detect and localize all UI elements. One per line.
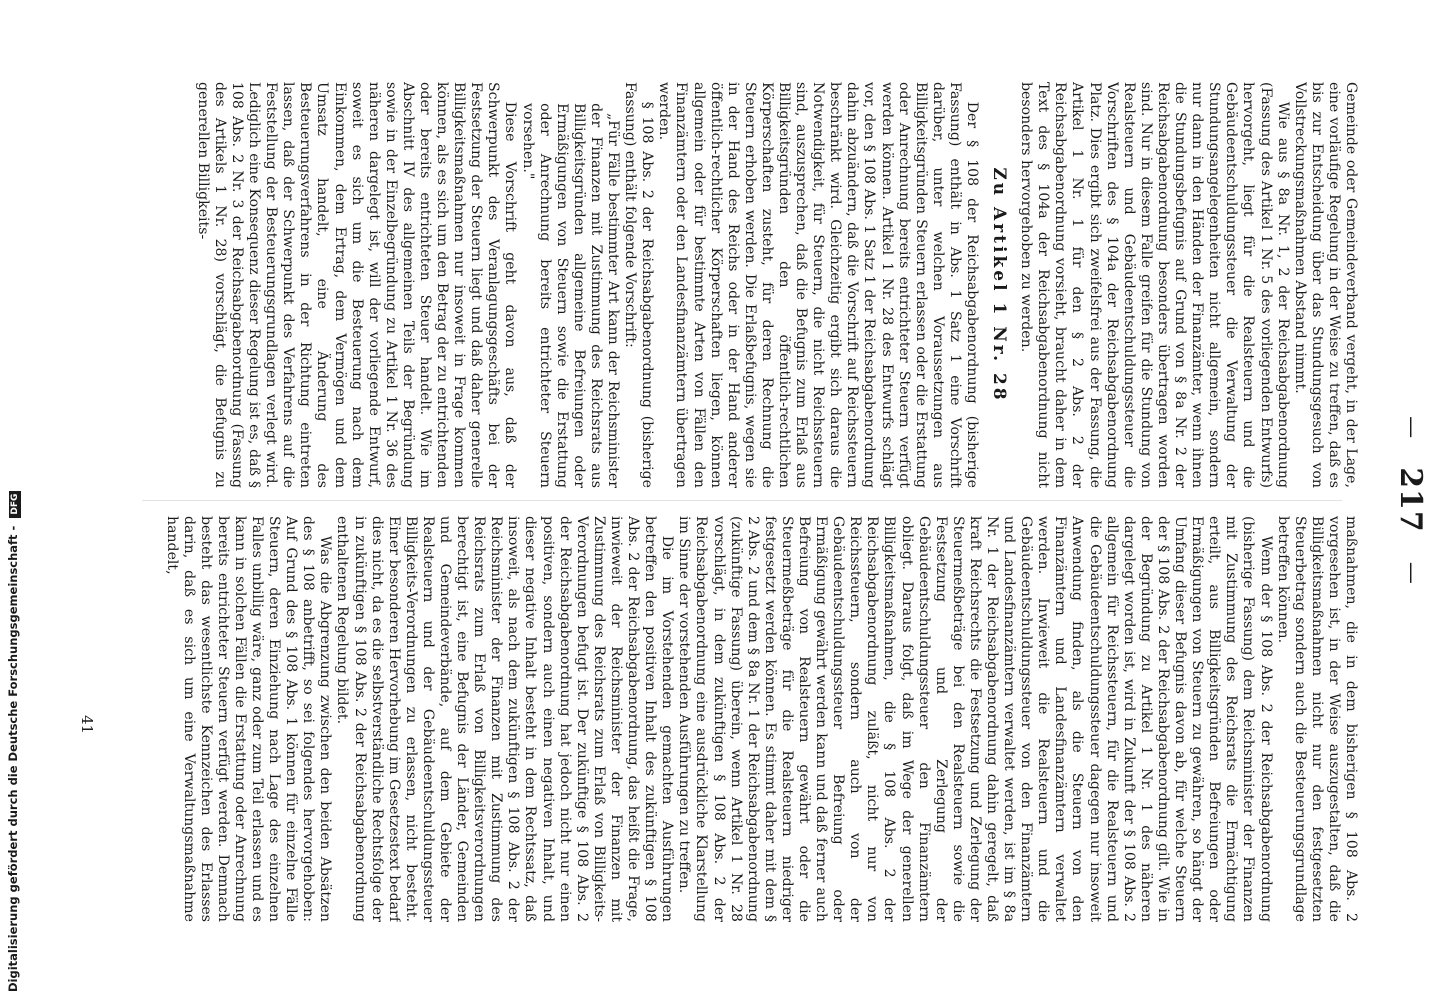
page-number: 217 bbox=[1393, 467, 1428, 533]
paragraph: Die im Vorstehenden gemachten Ausführungen betreffen den positiven Inhalt des zukünftigen § 108 Abs. 2 der Reichsabgabenordnung, das heißt die Frage, inwieweit der Reichsminister der Finanzen mit Zustimmung des Reichsrats zum Erlaß von Billigkeits-Verordnungen befugt ist. Der zukünftige § 108 Abs. 2 der Reichsabgabenordnung hat jedoch nicht nur einen positiven, sondern auch einen negativen Inhalt, und dieser negative Inhalt besteht in dem Rechtssatz, daß insoweit, als nach dem zukünftigen § 108 Abs. 2 der Reichsminister der Finanzen mit Zustimmung des Reichsrats zum Erlaß von Billigkeitsverordnungen berechtigt ist, eine Befugnis der Länder, Gemeinden und Gemeindeverbände, auf dem Gebiete der Realsteuern und der Gebäudeentschuldungssteuer Billigkeits-Verordnungen zu erlassen, nicht besteht. Einer besonderen Hervorhebung im Gesetzestext bedarf dies nicht, da es die selbstverständliche Rechtsfolge der in zukünftigen § 108 Abs. 2 der Reichsabgabenordnung enthaltenen Regelung bildet. bbox=[334, 516, 676, 922]
paragraph: Gemeinde oder Gemeindeverband vergeht, in der Lage, eine vorläufige Regelung in der Weise zu treffen, daß es bis zur Entscheidung über das Stundungsgesuch von Vollstreckungsmaßnahmen Abstand nimmt. bbox=[1291, 82, 1359, 488]
sheet-signature: 41 bbox=[78, 715, 96, 735]
right-column bbox=[119, 516, 1359, 922]
dfg-logo: DFG bbox=[9, 491, 21, 518]
header-dash-left: — bbox=[1399, 416, 1424, 439]
quotation: „Für Fälle bestimmter Art kann der Reichsminister der Finanzen mit Zustimmung des Reichsrats aus Billigkeitsgründen allgemeine Befreiungen oder Ermäßigungen von Steuern sowie die Erstattung oder Anrechnung bereits entrichteter Steuern vorsehen." bbox=[519, 103, 622, 488]
digitization-text: Digitalisierung gefördert durch die Deutsche Forschungsgemeinschaft - bbox=[6, 525, 20, 992]
paragraph: Was die Abgrenzung zwischen den beiden Absätzen des § 108 anbetrifft, so sei folgendes hervorgehoben: Auf Grund des § 108 Abs. 1 können für einzelne Fälle Steuern, deren Einziehung nach Lage des einzelnen Falles unbillig wäre, ganz oder zum Teil erlassen und es kann in solchen Fällen die Erstattung oder Anrechnung bereits entrichteter Steuern verfügt werden. Demnach besteht das wesentlichste Kennzeichen des Erlasses darin, daß es sich um eine Verwaltungsmaßnahme handelt, bbox=[163, 516, 334, 922]
paragraph: Wie aus § 8a Nr. 1, 2 der Reichsabgabenordnung (Fassung des Artikel 1 Nr. 5 des vorliegenden Entwurfs) hervorgeht, liegt für die Realsteuern und die Gebäudeentschuldungssteuer die Verwaltung der Stundungsangelegenheiten nicht allgemein, sondern nur dann in den Händen der Finanzämter, wenn ihnen die Stundungsbefugnis auf Grund von § 8a Nr. 2 der Reichsabgabenordnung besonders übertragen worden sind. Nur in diesem Falle greifen für die Stundung von Realsteuern und Gebäudeentschuldungssteuer die Vorschriften des § 104a der Reichsabgabenordnung Platz. Dies ergibt sich zweifelsfrei aus der Fassung, die Artikel 1 Nr. 1 für den § 2 Abs. 2 der Reichsabgabenordnung vorsieht, braucht daher in dem Text des § 104a der Reichsabgabenordnung nicht besonders hervorgehoben zu werden. bbox=[1018, 82, 1291, 488]
digitization-note bbox=[0, 0, 24, 1000]
page-header bbox=[1368, 0, 1428, 1000]
paragraph: Der § 108 der Reichsabgabenordnung (bisherige Fassung) enthält in Abs. 1 Satz 1 eine Vorschrift darüber, unter welchen Voraussetzungen aus Billigkeitsgründen Steuern erlassen oder die Erstattung oder Anrechnung bereits entrichteter Steuern verfügt werden können. Artikel 1 Nr. 28 des Entwurfs schlägt vor, den § 108 Abs. 1 Satz 1 der Reichsabgabenordnung dahin abzuändern, daß die Vorschrift auf Reichssteuern beschränkt wird. Gleichzeitig ergibt sich daraus die Notwendigkeit, für Steuern, die nicht Reichssteuern sind, auszusprechen, daß die Befugnis zum Erlaß aus Billigkeitsgründen den öffentlich-rechtlichen Körperschaften zusteht, für deren Rechnung die Steuern erhoben werden. Die Erlaßbefugnis, wegen sie in der Hand des Reichs oder in der Hand anderer öffentlich-rechtlicher Körperschaften liegen, können allgemein oder für bestimmte Arten von Fällen den Finanzämtern oder den Landesfinanzämtern übertragen werden. bbox=[656, 82, 981, 488]
paragraph: Diese Vorschrift geht davon aus, daß der Schwerpunkt des Veranlagungsgeschäfts bei der Festsetzung der Steuern liegt und daß daher generelle Billigkeitsmaßnahmen nur insoweit in Frage kommen können, als es sich um den Betrag der zu entrichtenden oder bereits entrichteten Steuer handelt. Wie im Abschnitt IV des allgemeinen Teils der Begründung sowie in der Einzelbegründung zu Artikel 1 Nr. 36 des näheren dargelegt ist, will der vorliegende Entwurf, soweit es sich um die Besteuerung nach dem Einkommen, dem Ertrag, dem Vermögen und dem Umsatz handelt, eine Änderung des Besteuerungsverfahrens in der Richtung eintreten lassen, daß der Schwerpunkt des Verfahrens auf die Feststellung der Besteuerungsgrundlagen verlegt wird. Lediglich eine Konsequenz dieser Regelung ist es, daß § 108 Abs. 2 Nr. 3 der Reichsabgabenordnung (Fassung des Artikels 1 Nr. 28) vorschlägt, die Befugnis zu generellen Billigkeits- bbox=[194, 82, 519, 488]
header-dash-right: — bbox=[1399, 561, 1424, 584]
section-heading: Zu Artikel 1 Nr. 28 bbox=[989, 167, 1010, 403]
text-columns bbox=[119, 82, 1359, 922]
left-column bbox=[119, 82, 1359, 488]
paragraph: maßnahmen, die in dem bisherigen § 108 Abs. 2 vorgesehen ist, in der Weise auszugestalten, daß die Billigkeitsmaßnahmen nicht nur den festgesetzten Steuerbetrag sondern auch die Besteuerungsgrundlage betreffen können. bbox=[1274, 516, 1359, 922]
paragraph: Wenn der § 108 Abs. 2 der Reichsabgabenordnung (bisherige Fassung) dem Reichsminister der Finanzen mit Zustimmung des Reichsrats die Ermächtigung erteilt, aus Billigkeitsgründen Befreiungen oder Ermäßigungen von Steuern zu gewähren, so hängt der Umfang dieser Befugnis davon ab, für welche Steuern der § 108 Abs. 2 der Reichsabgabenordnung gilt. Wie in der Begründung zu Artikel 1 Nr. 1 des näheren dargelegt worden ist, wird in Zukunft der § 108 Abs. 2 allgemein für Reichssteuern, für die Realsteuern und die Gebäudeentschuldungssteuer dagegen nur insoweit Anwendung finden, als die Steuern von den Finanzämtern und Landesfinanzämtern verwaltet werden. Inwieweit die Realsteuern und die Gebäudeentschuldungssteuer von den Finanzämtern und Landesfinanzämtern verwaltet werden, ist im § 8a Nr. 1 der Reichsabgabenordnung dahin geregelt, daß kraft Reichsrechts die Festsetzung und Zerlegung der Steuermeßbeträge bei den Realsteuern sowie die Festsetzung und Zerlegung der Gebäudeentschuldungssteuer den Finanzämtern obliegt. Daraus folgt, daß im Wege der generellen Billigkeitsmaßnahmen, die § 108 Abs. 2 der Reichsabgabenordnung zuläßt, nicht nur von Reichssteuern, sondern auch von der Gebäudeentschuldungssteuer Befreiung oder Ermäßigung gewährt werden kann und daß ferner auch Befreiung von Realsteuern gewährt oder die Steuermeßbeträge für die Realsteuern niedriger festgesetzt werden können. Es stimmt daher mit dem § 2 Abs. 2 und dem § 8a Nr. 1 der Reichsabgabenordnung (zukünftige Fassung) überein, wenn Artikel 1 Nr. 28 vorschlägt, in dem zukünftigen § 108 Abs. 2 der Reichsabgabenordnung eine ausdrückliche Klarstellung im Sinne der vorstehenden Ausführungen zu treffen. bbox=[676, 516, 1274, 922]
paragraph: § 108 Abs. 2 der Reichsabgabenordnung (bisherige Fassung) enthält folgende Vorschrift: bbox=[622, 82, 656, 488]
